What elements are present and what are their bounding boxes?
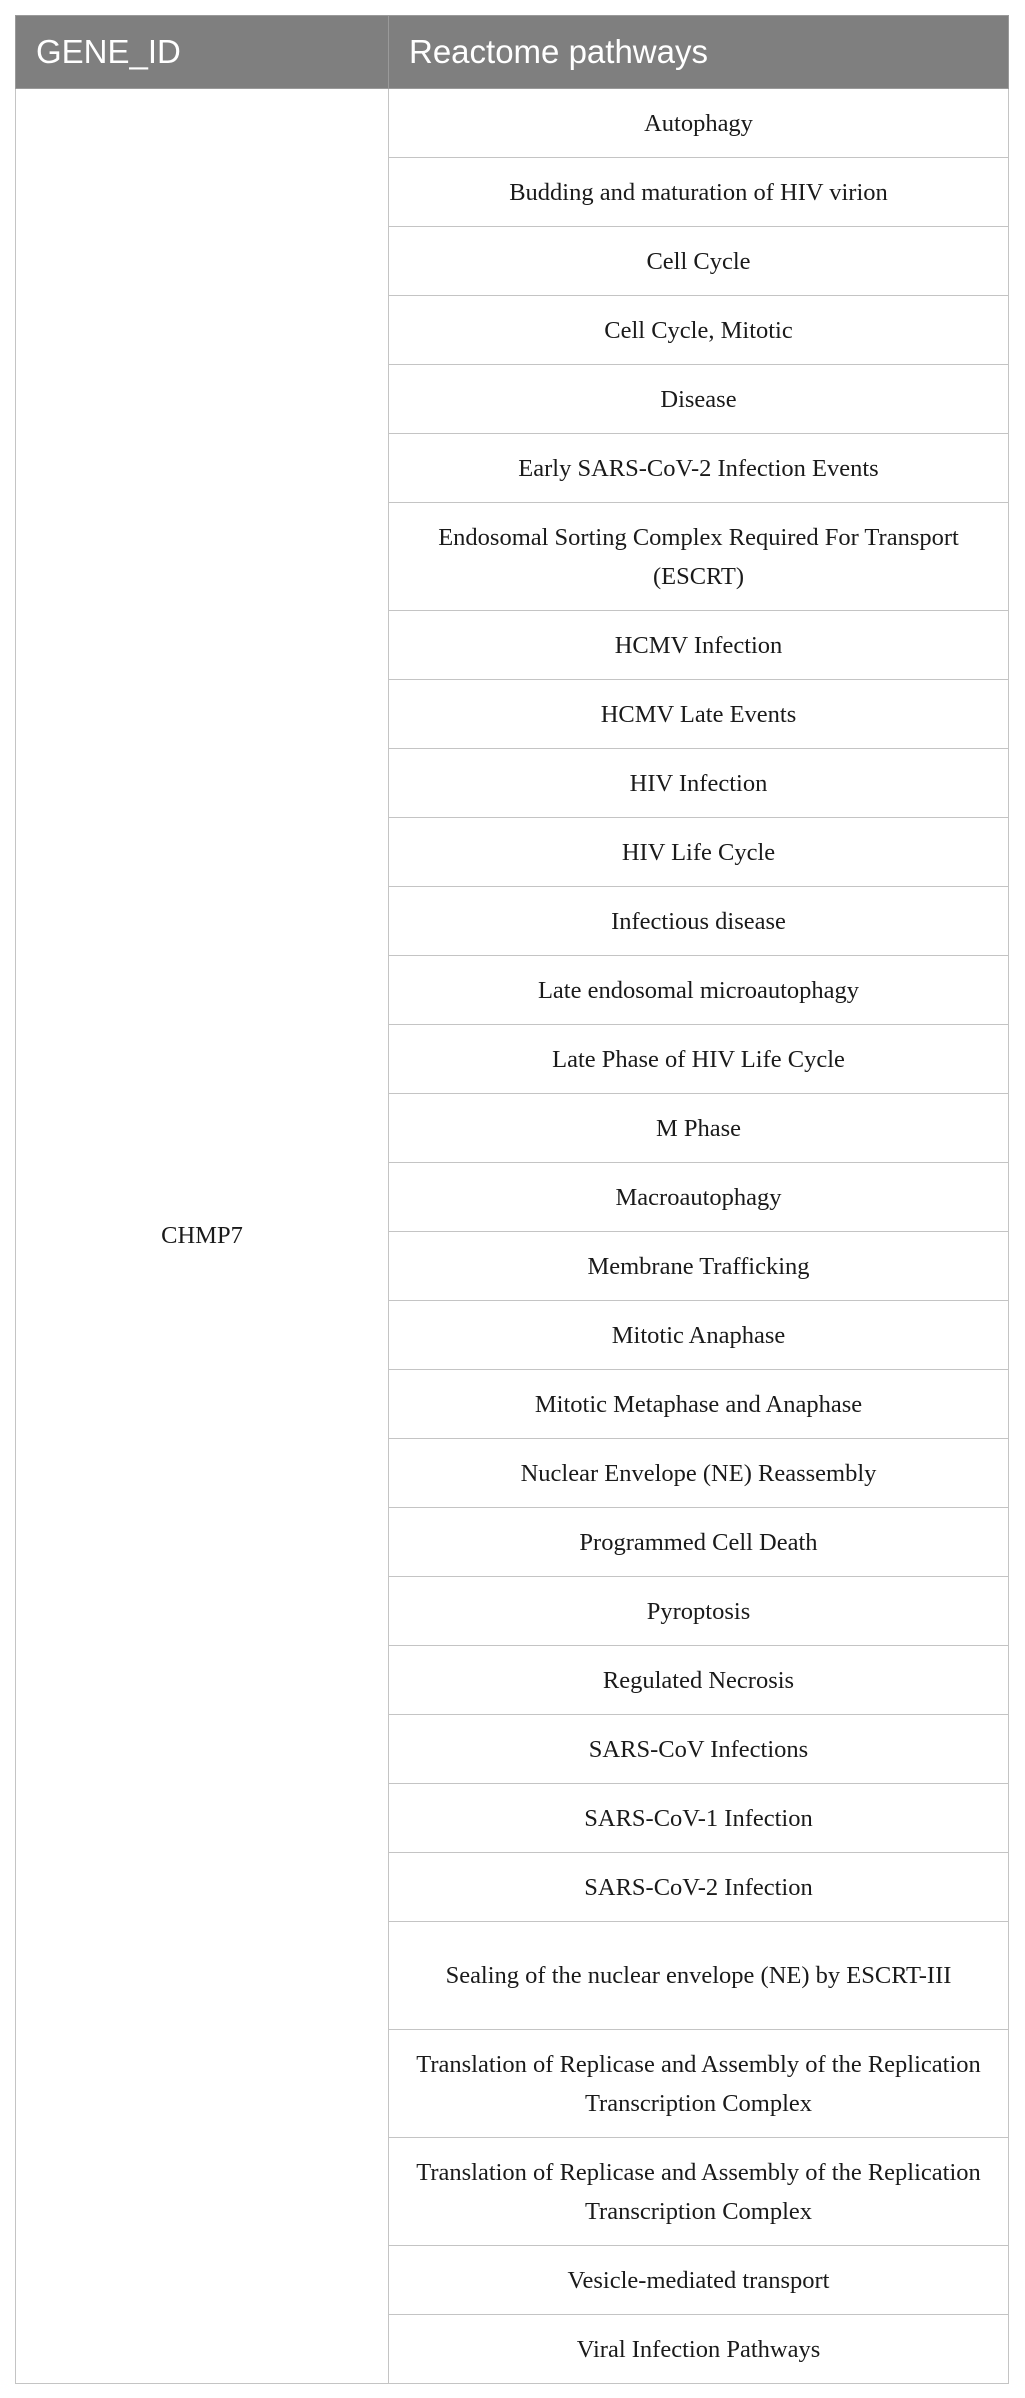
table-row [16, 89, 1009, 158]
pathway-cell: Sealing of the nuclear envelope (NE) by ESCRT-III [389, 1922, 1009, 2030]
pathway-cell: M Phase [389, 1094, 1009, 1163]
pathway-cell: HCMV Late Events [389, 680, 1009, 749]
header-row [16, 16, 1009, 89]
pathway-cell: SARS-CoV-1 Infection [389, 1784, 1009, 1853]
pathway-cell: Translation of Replicase and Assembly of the Replication Transcription Complex [389, 2030, 1009, 2138]
pathway-cell: Mitotic Anaphase [389, 1301, 1009, 1370]
pathway-table [15, 15, 1009, 2384]
pathway-cell: Macroautophagy [389, 1163, 1009, 1232]
pathway-cell: SARS-CoV Infections [389, 1715, 1009, 1784]
pathway-cell: Early SARS-CoV-2 Infection Events [389, 434, 1009, 503]
pathway-cell: HIV Life Cycle [389, 818, 1009, 887]
pathway-cell: Pyroptosis [389, 1577, 1009, 1646]
pathway-cell: Vesicle-mediated transport [389, 2246, 1009, 2315]
pathway-cell: Late Phase of HIV Life Cycle [389, 1025, 1009, 1094]
gene-id-cell: CHMP7 [16, 89, 389, 2384]
pathway-cell: HCMV Infection [389, 611, 1009, 680]
pathway-cell: HIV Infection [389, 749, 1009, 818]
pathway-cell: Nuclear Envelope (NE) Reassembly [389, 1439, 1009, 1508]
pathway-cell: Membrane Trafficking [389, 1232, 1009, 1301]
pathway-cell: Regulated Necrosis [389, 1646, 1009, 1715]
pathway-cell: Endosomal Sorting Complex Required For Transport (ESCRT) [389, 503, 1009, 611]
pathway-cell: Translation of Replicase and Assembly of the Replication Transcription Complex [389, 2138, 1009, 2246]
pathway-cell: Budding and maturation of HIV virion [389, 158, 1009, 227]
pathway-cell: SARS-CoV-2 Infection [389, 1853, 1009, 1922]
pathway-cell: Mitotic Metaphase and Anaphase [389, 1370, 1009, 1439]
pathway-cell: Infectious disease [389, 887, 1009, 956]
pathway-cell: Cell Cycle, Mitotic [389, 296, 1009, 365]
pathway-cell: Programmed Cell Death [389, 1508, 1009, 1577]
pathway-cell: Cell Cycle [389, 227, 1009, 296]
pathway-cell: Late endosomal microautophagy [389, 956, 1009, 1025]
pathway-cell: Viral Infection Pathways [389, 2315, 1009, 2384]
pathway-cell: Autophagy [389, 89, 1009, 158]
pathways-header: Reactome pathways [389, 16, 1009, 89]
gene-id-header: GENE_ID [16, 16, 389, 89]
table-body [16, 89, 1009, 2384]
pathway-cell: Disease [389, 365, 1009, 434]
